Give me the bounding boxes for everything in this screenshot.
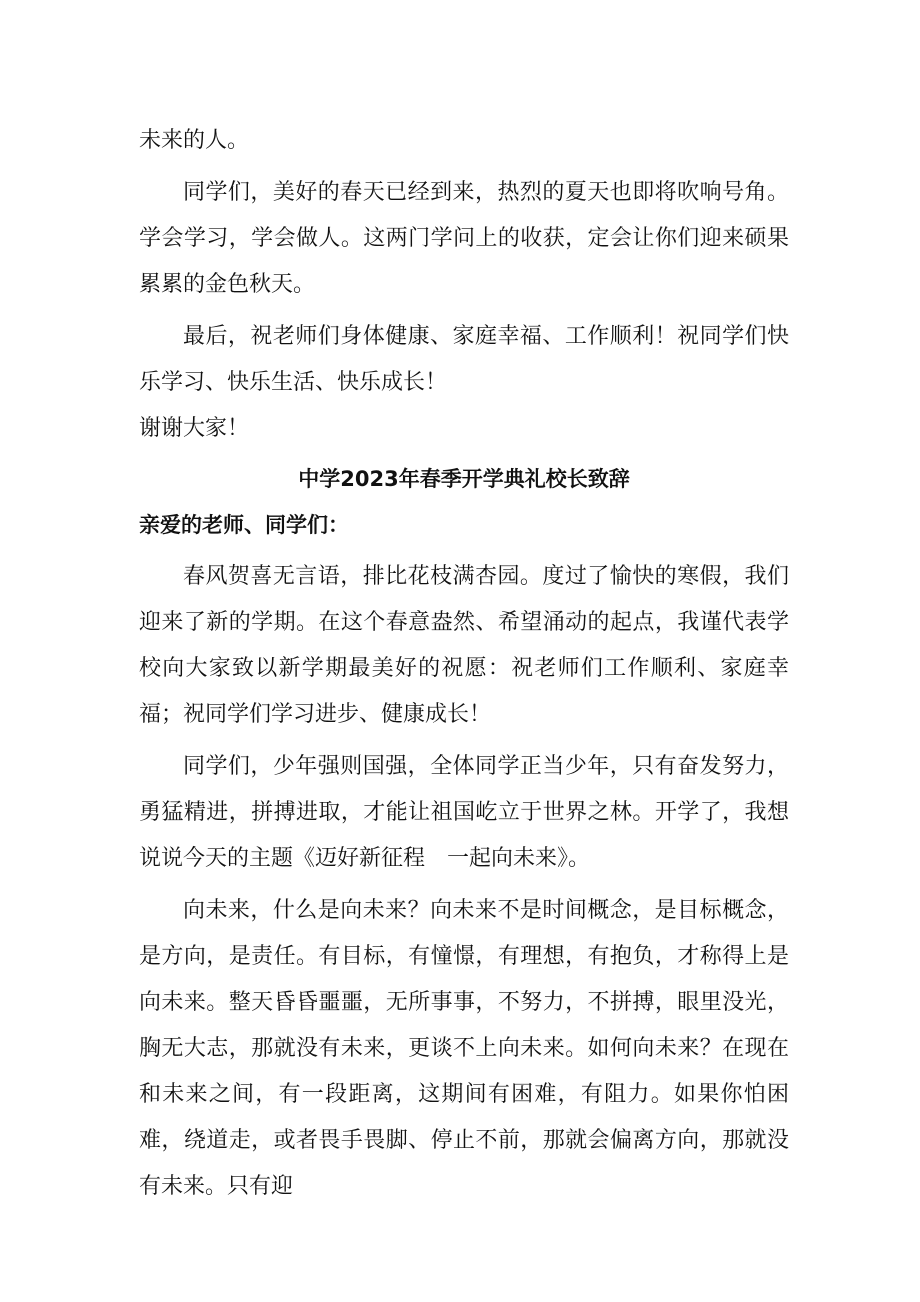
- paragraph-opening: 春风贺喜无言语，排比花枝满杏园。度过了愉快的寒假，我们迎来了新的学期。在这个春意盎然、希望涌动的起点，我谨代表学校向大家致以新学期最美好的祝愿：祝老师们工作顺利、家庭幸福；祝同学们学习进步、健康成长！: [139, 564, 789, 727]
- document-page: [139, 118, 789, 1210]
- salutation: 亲爱的老师、同学们：: [139, 513, 349, 537]
- paragraph-final-wishes: 最后，祝老师们身体健康、家庭幸福、工作顺利！祝同学们快乐学习、快乐生活、快乐成长！: [139, 324, 789, 395]
- paragraph-youth: 同学们，少年强则国强，全体同学正当少年，只有奋发努力，勇猛精进，拼搏进取，才能让祖国屹立于世界之林。开学了，我想说说今天的主题《迈好新征程 一起向未来》。: [139, 754, 789, 871]
- continuation-text: 未来的人。: [139, 128, 250, 153]
- paragraph-spring-summer: 同学们，美好的春天已经到来，热烈的夏天也即将吹响号角。学会学习，学会做人。这两门学问上的收获，定会让你们迎来硕果累累的金色秋天。: [139, 180, 789, 297]
- speech-title: 中学2023年春季开学典礼校长致辞: [298, 467, 630, 491]
- paragraph-future: 向未来，什么是向未来？向未来不是时间概念，是目标概念，是方向，是责任。有目标，有憧憬，有理想，有抱负，才称得上是向未来。整天昏昏噩噩，无所事事，不努力，不拼搏，眼里没光，胸无大志，那就没有未来，更谈不上向未来。如何向未来？在现在和未来之间，有一段距离，这期间有困难，有阻力。如果你怕困难，绕道走，或者畏手畏脚、停止不前，那就会偏离方向，那就没有未来。只有迎: [139, 898, 789, 1199]
- closing-thanks: 谢谢大家！: [139, 416, 250, 441]
